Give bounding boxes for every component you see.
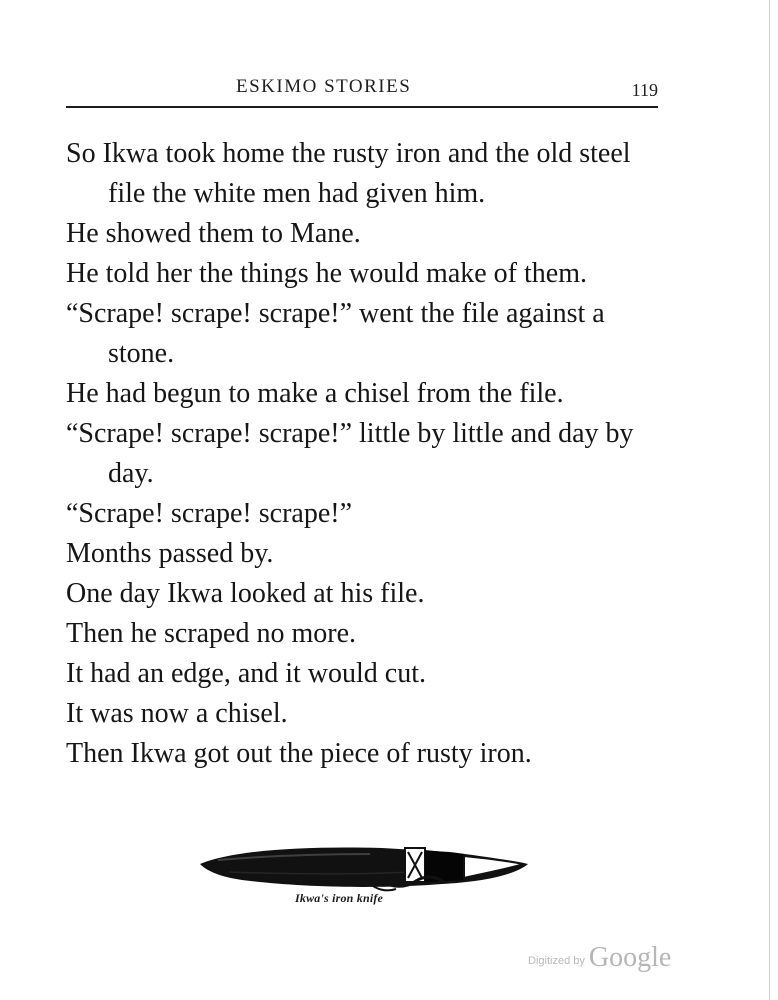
page-number: 119: [631, 80, 658, 100]
figure-caption: Ikwa's iron knife: [295, 891, 384, 905]
page-edge-line: [769, 0, 770, 1000]
digitized-watermark: [528, 944, 671, 972]
paragraph: “Scrape! scrape! scrape!” went the file against a stone.: [66, 298, 605, 369]
paragraph: Then he scraped no more.: [66, 618, 356, 649]
paragraph: “Scrape! scrape! scrape!”: [66, 498, 353, 529]
story-text: [66, 134, 666, 774]
paragraph: He showed them to Mane.: [66, 218, 361, 249]
google-logo: Google: [588, 942, 672, 973]
paragraph: “Scrape! scrape! scrape!” little by little and day by day.: [66, 418, 634, 489]
digitized-label: Digitized by: [528, 955, 585, 967]
paragraph: He had begun to make a chisel from the file.: [66, 378, 564, 409]
paragraph: One day Ikwa looked at his file.: [66, 578, 425, 609]
paragraph: It was now a chisel.: [66, 698, 288, 729]
paragraph: Months passed by.: [66, 538, 274, 569]
running-title: ESKIMO STORIES: [236, 76, 412, 97]
paragraph: He told her the things he would make of them.: [66, 258, 587, 289]
page-header: [66, 72, 658, 108]
paragraph: It had an edge, and it would cut.: [66, 658, 427, 689]
paragraph: Then Ikwa got out the piece of rusty iron.: [66, 738, 532, 769]
paragraph: So Ikwa took home the rusty iron and the old steel file the white men had given him.: [66, 138, 631, 209]
